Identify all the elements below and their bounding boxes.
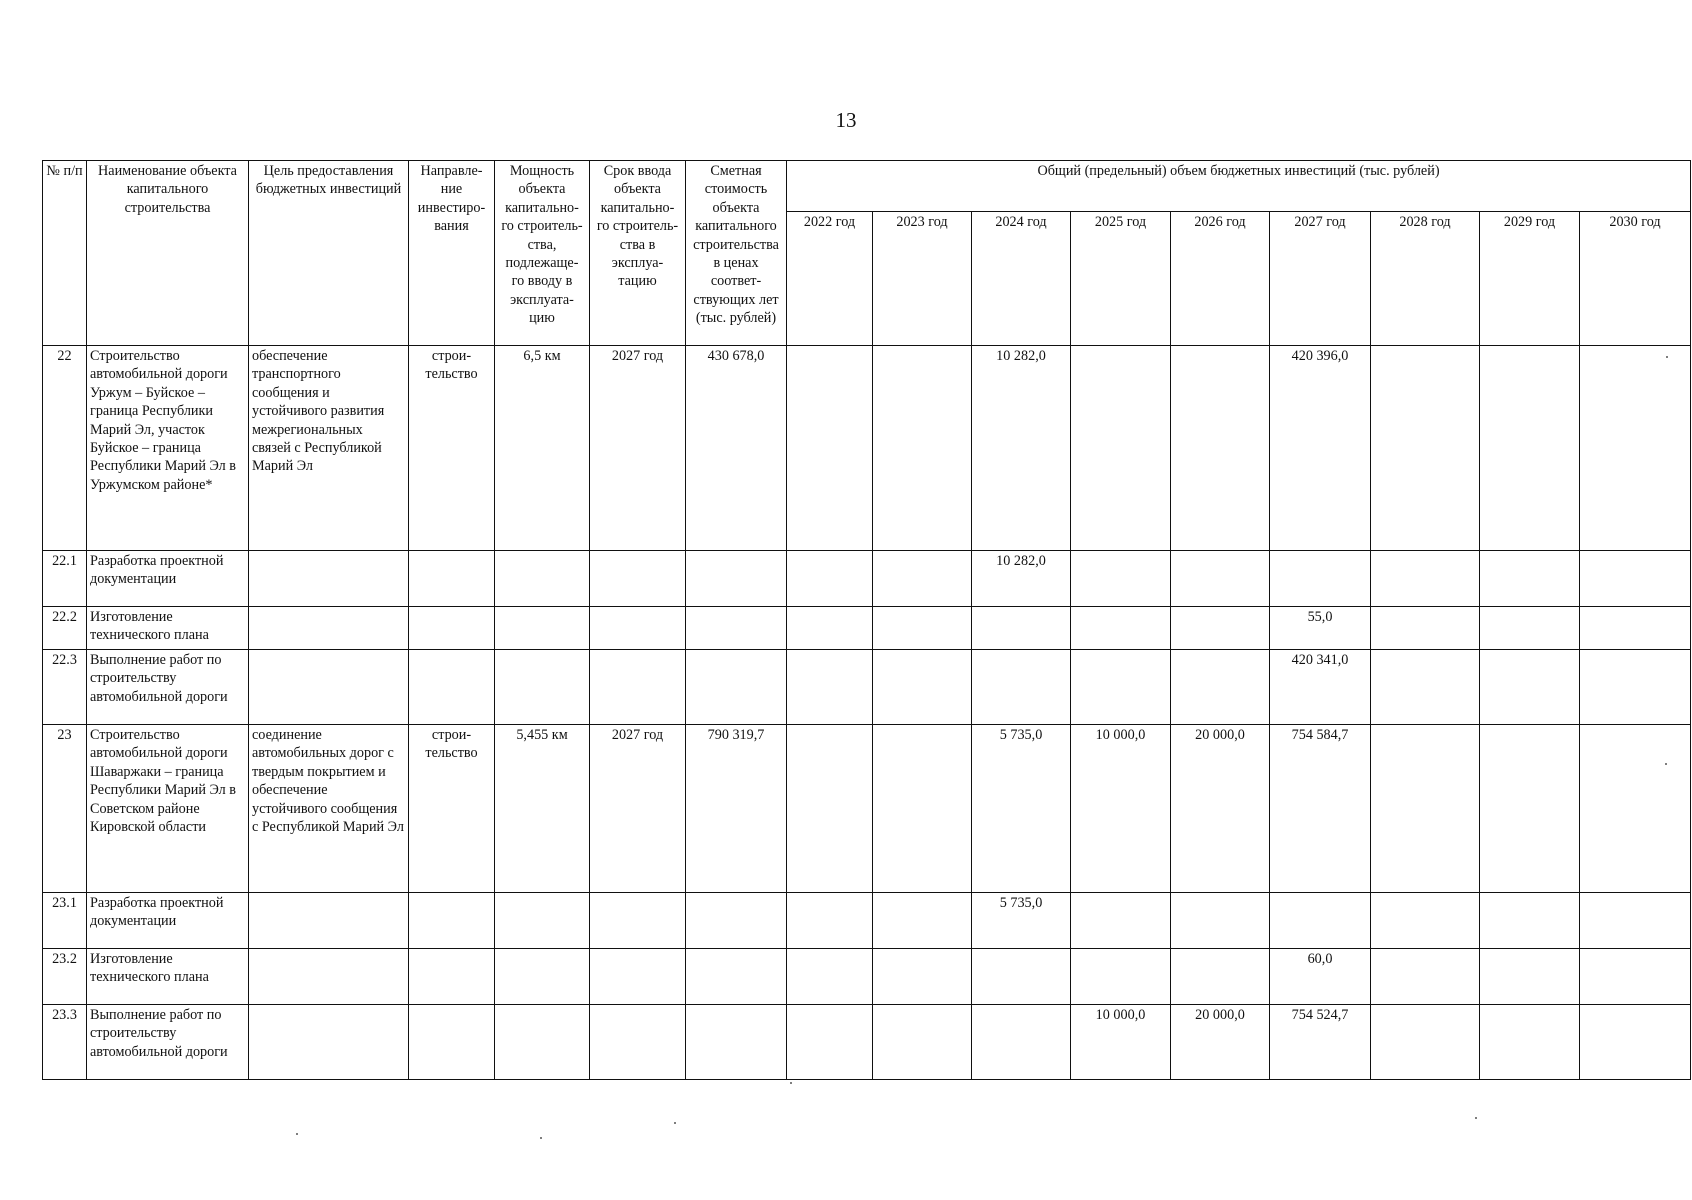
table-row: [43, 607, 1691, 650]
amount-2030-cell: [1580, 725, 1691, 893]
amount-2029-cell: [1480, 1005, 1580, 1080]
investment-goal-cell: [249, 551, 409, 607]
investment-direction-cell: [409, 607, 495, 650]
amount-2023-cell: [873, 1005, 972, 1080]
scan-speck: [1475, 1117, 1477, 1119]
object-name-cell: Изготовление технического плана: [87, 949, 249, 1005]
amount-2025-cell: [1071, 551, 1171, 607]
scan-speck: [674, 1122, 676, 1124]
commissioning-term-cell: [590, 551, 686, 607]
amount-2030-cell: [1580, 949, 1691, 1005]
amount-2030-cell: [1580, 1005, 1691, 1080]
header-year-2024: 2024 год: [972, 212, 1071, 346]
amount-2023-cell: [873, 551, 972, 607]
estimated-cost-cell: 790 319,7: [686, 725, 787, 893]
capacity-cell: [495, 949, 590, 1005]
amount-2022-cell: [787, 650, 873, 725]
amount-2028-cell: [1371, 650, 1480, 725]
capacity-cell: 6,5 км: [495, 346, 590, 551]
estimated-cost-cell: [686, 551, 787, 607]
amount-2026-cell: [1171, 607, 1270, 650]
amount-2023-cell: [873, 725, 972, 893]
amount-2026-cell: [1171, 346, 1270, 551]
estimated-cost-cell: [686, 893, 787, 949]
row-num-cell: 22.3: [43, 650, 87, 725]
row-num-cell: 22: [43, 346, 87, 551]
scan-speck: [1666, 356, 1668, 358]
amount-2030-cell: [1580, 650, 1691, 725]
page-number: 13: [835, 108, 857, 132]
estimated-cost-cell: [686, 650, 787, 725]
amount-2030-cell: [1580, 607, 1691, 650]
investment-goal-cell: [249, 893, 409, 949]
investment-goal-cell: [249, 1005, 409, 1080]
row-num-cell: 23.2: [43, 949, 87, 1005]
capacity-cell: [495, 607, 590, 650]
commissioning-term-cell: 2027 год: [590, 725, 686, 893]
amount-2023-cell: [873, 893, 972, 949]
object-name-cell: Выполнение работ по строительству автомобильной дороги: [87, 1005, 249, 1080]
header-commissioning-term: Срок ввода объекта капитально- го строитель- ства в эксплуа- тацию: [590, 161, 686, 346]
investment-goal-cell: соединение автомобильных дорог с твердым покрытием и обеспечение устойчивого сообщения с Республикой Марий Эл: [249, 725, 409, 893]
header-year-2029: 2029 год: [1480, 212, 1580, 346]
amount-2027-cell: [1270, 893, 1371, 949]
investment-goal-cell: [249, 607, 409, 650]
amount-2028-cell: [1371, 551, 1480, 607]
scan-speck: [296, 1133, 298, 1135]
investment-direction-cell: строи- тельство: [409, 346, 495, 551]
header-year-2026: 2026 год: [1171, 212, 1270, 346]
row-num-cell: 22.2: [43, 607, 87, 650]
amount-2030-cell: [1580, 551, 1691, 607]
amount-2024-cell: 10 282,0: [972, 551, 1071, 607]
amount-2023-cell: [873, 650, 972, 725]
table-row: [43, 650, 1691, 725]
amount-2024-cell: [972, 1005, 1071, 1080]
estimated-cost-cell: 430 678,0: [686, 346, 787, 551]
table-body: [43, 346, 1691, 1080]
commissioning-term-cell: [590, 893, 686, 949]
amount-2022-cell: [787, 551, 873, 607]
amount-2026-cell: [1171, 650, 1270, 725]
amount-2024-cell: 5 735,0: [972, 725, 1071, 893]
header-year-2030: 2030 год: [1580, 212, 1691, 346]
amount-2022-cell: [787, 607, 873, 650]
header-object-name: Наименование объекта капитального строительства: [87, 161, 249, 346]
table-row: [43, 725, 1691, 893]
amount-2025-cell: [1071, 607, 1171, 650]
capacity-cell: 5,455 км: [495, 725, 590, 893]
investment-goal-cell: [249, 949, 409, 1005]
investment-direction-cell: строи- тельство: [409, 725, 495, 893]
amount-2025-cell: 10 000,0: [1071, 725, 1171, 893]
amount-2029-cell: [1480, 949, 1580, 1005]
amount-2029-cell: [1480, 893, 1580, 949]
amount-2023-cell: [873, 607, 972, 650]
amount-2027-cell: 60,0: [1270, 949, 1371, 1005]
amount-2025-cell: [1071, 346, 1171, 551]
investment-direction-cell: [409, 551, 495, 607]
amount-2023-cell: [873, 346, 972, 551]
capacity-cell: [495, 1005, 590, 1080]
header-year-2023: 2023 год: [873, 212, 972, 346]
amount-2024-cell: 5 735,0: [972, 893, 1071, 949]
amount-2022-cell: [787, 346, 873, 551]
header-total-volume: Общий (предельный) объем бюджетных инвестиций (тыс. рублей): [787, 161, 1691, 212]
amount-2022-cell: [787, 949, 873, 1005]
object-name-cell: Изготовление технического плана: [87, 607, 249, 650]
amount-2024-cell: [972, 607, 1071, 650]
scan-speck: [1665, 763, 1667, 765]
header-year-2025: 2025 год: [1071, 212, 1171, 346]
object-name-cell: Строительство автомобильной дороги Уржум – Буйское – граница Республики Марий Эл, участок Буйское – граница Республики Марий Эл в Уржумском районе*: [87, 346, 249, 551]
amount-2025-cell: [1071, 949, 1171, 1005]
amount-2026-cell: 20 000,0: [1171, 725, 1270, 893]
header-capacity: Мощность объекта капитально- го строитель- ства, подлежаще- го вводу в эксплуата- цию: [495, 161, 590, 346]
investment-direction-cell: [409, 949, 495, 1005]
amount-2022-cell: [787, 893, 873, 949]
commissioning-term-cell: [590, 607, 686, 650]
estimated-cost-cell: [686, 949, 787, 1005]
amount-2028-cell: [1371, 725, 1480, 893]
amount-2029-cell: [1480, 607, 1580, 650]
amount-2022-cell: [787, 1005, 873, 1080]
amount-2025-cell: 10 000,0: [1071, 1005, 1171, 1080]
amount-2027-cell: 754 584,7: [1270, 725, 1371, 893]
capacity-cell: [495, 893, 590, 949]
commissioning-term-cell: [590, 949, 686, 1005]
table-row: [43, 346, 1691, 551]
scan-speck: [790, 1082, 792, 1084]
amount-2024-cell: 10 282,0: [972, 346, 1071, 551]
amount-2027-cell: 55,0: [1270, 607, 1371, 650]
commissioning-term-cell: 2027 год: [590, 346, 686, 551]
amount-2026-cell: [1171, 551, 1270, 607]
amount-2023-cell: [873, 949, 972, 1005]
investment-table: [42, 160, 1691, 1080]
investment-goal-cell: [249, 650, 409, 725]
commissioning-term-cell: [590, 650, 686, 725]
amount-2030-cell: [1580, 893, 1691, 949]
object-name-cell: Разработка проектной документации: [87, 551, 249, 607]
amount-2026-cell: 20 000,0: [1171, 1005, 1270, 1080]
capacity-cell: [495, 551, 590, 607]
table-row: [43, 893, 1691, 949]
scan-speck: [540, 1137, 542, 1139]
amount-2029-cell: [1480, 346, 1580, 551]
amount-2028-cell: [1371, 607, 1480, 650]
amount-2028-cell: [1371, 893, 1480, 949]
table-row: [43, 551, 1691, 607]
table-header: [43, 161, 1691, 346]
row-num-cell: 23.1: [43, 893, 87, 949]
amount-2026-cell: [1171, 949, 1270, 1005]
amount-2028-cell: [1371, 346, 1480, 551]
amount-2027-cell: 420 341,0: [1270, 650, 1371, 725]
object-name-cell: Строительство автомобильной дороги Шаваржаки – граница Республики Марий Эл в Советском районе Кировской области: [87, 725, 249, 893]
amount-2028-cell: [1371, 949, 1480, 1005]
row-num-cell: 22.1: [43, 551, 87, 607]
row-num-cell: 23.3: [43, 1005, 87, 1080]
investment-goal-cell: обеспечение транспортного сообщения и устойчивого развития межрегиональных связей с Республикой Марий Эл: [249, 346, 409, 551]
object-name-cell: Выполнение работ по строительству автомобильной дороги: [87, 650, 249, 725]
table-row: [43, 949, 1691, 1005]
amount-2025-cell: [1071, 893, 1171, 949]
amount-2029-cell: [1480, 725, 1580, 893]
amount-2026-cell: [1171, 893, 1270, 949]
amount-2024-cell: [972, 949, 1071, 1005]
amount-2025-cell: [1071, 650, 1171, 725]
header-direction: Направле- ние инвестиро- вания: [409, 161, 495, 346]
amount-2022-cell: [787, 725, 873, 893]
estimated-cost-cell: [686, 607, 787, 650]
amount-2027-cell: [1270, 551, 1371, 607]
header-year-2028: 2028 год: [1371, 212, 1480, 346]
amount-2029-cell: [1480, 650, 1580, 725]
object-name-cell: Разработка проектной документации: [87, 893, 249, 949]
header-goal: Цель предоставления бюджетных инвестиций: [249, 161, 409, 346]
amount-2030-cell: [1580, 346, 1691, 551]
amount-2024-cell: [972, 650, 1071, 725]
capacity-cell: [495, 650, 590, 725]
amount-2028-cell: [1371, 1005, 1480, 1080]
table-row: [43, 1005, 1691, 1080]
investment-direction-cell: [409, 650, 495, 725]
header-year-2022: 2022 год: [787, 212, 873, 346]
amount-2029-cell: [1480, 551, 1580, 607]
header-num: № п/п: [43, 161, 87, 346]
amount-2027-cell: 754 524,7: [1270, 1005, 1371, 1080]
estimated-cost-cell: [686, 1005, 787, 1080]
header-year-2027: 2027 год: [1270, 212, 1371, 346]
commissioning-term-cell: [590, 1005, 686, 1080]
row-num-cell: 23: [43, 725, 87, 893]
amount-2027-cell: 420 396,0: [1270, 346, 1371, 551]
investment-direction-cell: [409, 893, 495, 949]
header-estimated-cost: Сметная стоимость объекта капитального строительства в ценах соответ- ствующих лет (тыс. рублей): [686, 161, 787, 346]
investment-direction-cell: [409, 1005, 495, 1080]
